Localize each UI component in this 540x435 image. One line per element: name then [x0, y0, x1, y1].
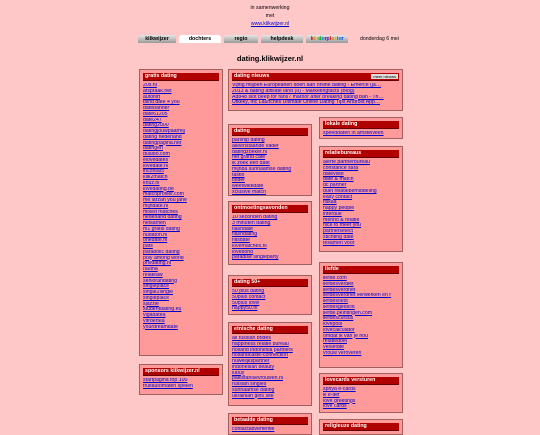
list-item[interactable]: pakistanisevrouwen.nl	[232, 376, 284, 382]
link-list	[232, 138, 308, 196]
list-item[interactable]: constance sara	[323, 165, 359, 171]
list-item[interactable]: 10 seconden dating	[232, 215, 278, 220]
box-header: lokale dating	[323, 121, 399, 129]
list-item[interactable]: 50plus lovel	[232, 300, 260, 306]
link-list	[323, 160, 399, 246]
list-item[interactable]: 50 plus dating	[232, 289, 265, 294]
list-item[interactable]: dualdo.com	[143, 152, 170, 157]
list-item[interactable]: netsamen	[143, 221, 166, 226]
list-item[interactable]: lovebond	[232, 249, 254, 255]
list-item[interactable]: love greetings	[323, 398, 356, 404]
list-item[interactable]: tesamen voor	[323, 240, 355, 246]
list-item[interactable]: liefde.com	[323, 276, 347, 281]
list-item[interactable]: nice to meet you	[323, 223, 362, 229]
list-item[interactable]: ukrainian girls site	[232, 393, 274, 399]
link-list	[323, 387, 399, 410]
list-item[interactable]: contactadvertentie	[232, 427, 275, 432]
list-item[interactable]: singleplace	[143, 284, 169, 290]
list-item[interactable]: yourdreamdate	[143, 324, 178, 330]
list-item[interactable]: mijnba surinaamse dating	[232, 166, 292, 172]
list-item[interactable]: lovedate.nl	[143, 163, 169, 169]
list-item[interactable]: lovematches.nl	[232, 243, 267, 249]
list-item[interactable]: dating nederland	[143, 134, 182, 140]
list-item[interactable]: matchprofiler.com	[143, 192, 184, 198]
news-title: dating nieuws	[234, 73, 270, 79]
list-item[interactable]: relateaw	[143, 272, 163, 278]
box-dating-50-plus	[228, 275, 312, 315]
list-item[interactable]: partnerselect	[323, 229, 353, 234]
list-item[interactable]: omdat ik van je hou	[323, 333, 368, 339]
list-item[interactable]: Vijftig miljoen Europeanen doen aan online dating - Emerce (ja…	[232, 83, 381, 88]
box-dating-nieuws	[228, 69, 403, 111]
link-list	[323, 276, 399, 357]
list-item[interactable]: liefdesverdriet	[323, 287, 356, 293]
list-item[interactable]: Utkeky, Inc Launches Ultimate Online Dating Tips Android App…	[232, 100, 381, 106]
list-item[interactable]: vitrdertea	[143, 318, 165, 324]
klikwijzer-link[interactable]: www.klikwijzer.nl	[250, 21, 290, 27]
list-item[interactable]: parship dating	[232, 138, 265, 143]
list-item[interactable]: lovedating.be	[143, 186, 174, 192]
list-item[interactable]: fruitautomaten spelen	[143, 383, 193, 389]
box-liefde	[319, 262, 403, 368]
tab-helpdesk[interactable]: helpdesk	[261, 35, 303, 43]
tab-kinderplezier-label: kinderplezier	[310, 36, 344, 42]
list-item[interactable]: love cards	[323, 404, 347, 410]
list-item[interactable]: liefde.peintingen.com	[323, 310, 373, 316]
list-item[interactable]: liefdesoest	[323, 299, 348, 304]
list-item[interactable]: datingjouwpaarmij	[143, 129, 185, 134]
box-dating	[228, 124, 312, 196]
partner-header	[0, 4, 540, 28]
list-item[interactable]: menno & relatie	[323, 217, 360, 223]
list-item[interactable]: incontact	[143, 169, 164, 175]
list-item[interactable]: datingen	[143, 146, 163, 152]
list-item[interactable]: autoflirt	[143, 94, 161, 100]
box-lokale-dating	[319, 117, 403, 139]
list-item[interactable]: klik2match	[143, 175, 168, 180]
list-item[interactable]: liefdesgedicht	[323, 304, 355, 310]
list-item[interactable]: happy50.nl	[232, 306, 258, 312]
list-item[interactable]: privdating.nl	[143, 261, 171, 267]
list-item[interactable]: all russian brides	[232, 336, 271, 341]
box-ontmoetingsavonden	[228, 201, 312, 265]
list-item[interactable]: dateviste	[323, 171, 344, 177]
header-line-2: met	[265, 13, 275, 19]
list-item[interactable]: startpagina top 100	[143, 378, 188, 383]
current-date: donderdag 6 mei	[360, 36, 399, 42]
list-item[interactable]: 20s.nl	[143, 83, 157, 88]
list-item[interactable]: huwelijkspartner	[232, 359, 270, 364]
list-item[interactable]: het grand cafe	[232, 155, 266, 161]
list-item[interactable]: me larzan you jane	[143, 198, 187, 203]
box-header: etnische dating	[232, 326, 308, 334]
list-item[interactable]: holland indonesia partners	[232, 347, 293, 353]
news-list	[232, 83, 399, 106]
list-item[interactable]: relatiedoel	[323, 339, 347, 345]
list-item[interactable]: datingpagina.net	[143, 140, 182, 146]
list-item[interactable]: surinaamse dating	[232, 387, 275, 393]
list-item[interactable]: flitsdate	[232, 238, 250, 243]
list-item[interactable]: sjazzle	[143, 301, 159, 307]
list-item[interactable]: elovedates	[143, 157, 169, 163]
box-etnische-dating	[228, 322, 312, 406]
box-header: gratis dating	[143, 73, 219, 81]
list-item[interactable]: indonesian beauty	[232, 364, 275, 370]
list-item[interactable]: m1 gratis dating	[143, 226, 180, 232]
list-item[interactable]: studentdating.eu	[143, 307, 182, 313]
list-item[interactable]: easy contact	[323, 194, 353, 200]
box-header: betaalde dating	[232, 417, 308, 425]
list-item[interactable]: verliefdte	[323, 345, 345, 350]
list-item[interactable]: stichting date	[323, 234, 354, 240]
list-item[interactable]: rautha	[143, 267, 158, 272]
list-item[interactable]: speeddaten in amstelveen	[323, 131, 384, 136]
list-item[interactable]: interdue	[323, 211, 342, 217]
box-religieuze-dating	[319, 419, 403, 435]
list-item[interactable]: weetwiekdate	[232, 184, 264, 189]
link-list	[143, 378, 219, 390]
list-item[interactable]: lovecalculator	[323, 327, 355, 333]
link-list	[232, 215, 308, 261]
list-item[interactable]: lovepool	[323, 322, 343, 327]
link-list	[232, 289, 308, 312]
box-header: ontmoetingsavonden	[232, 205, 308, 213]
list-item[interactable]: alerte partnerbureau	[323, 160, 371, 165]
list-item[interactable]: afspraak.net	[143, 88, 172, 94]
list-item[interactable]: parabolic dating	[143, 249, 180, 255]
box-gratis-dating	[139, 69, 223, 356]
list-item[interactable]: flashdating	[232, 232, 258, 238]
list-item[interactable]: alleenstaande vader	[232, 143, 279, 149]
list-item[interactable]: 3 minuten dating	[232, 220, 271, 226]
more-news-button[interactable]: meer nieuws	[373, 74, 396, 79]
box-header: sponsors klikwijzer.nl	[143, 368, 219, 376]
box-header: liefde	[323, 266, 399, 274]
list-item[interactable]: nederland dating	[143, 215, 182, 221]
list-item[interactable]: dating2000	[143, 123, 169, 129]
box-header: dating 50+	[232, 279, 308, 287]
tab-kinderplezier[interactable]	[306, 35, 348, 43]
list-item[interactable]: single2single	[143, 290, 173, 295]
link-list	[323, 131, 399, 137]
list-item[interactable]: duet relatiebemiddeling	[323, 188, 377, 194]
list-item[interactable]: russian singles	[232, 382, 267, 387]
tab-dochters[interactable]: dochters	[179, 35, 221, 43]
box-header: dating	[232, 128, 308, 136]
box-lovecards	[319, 373, 403, 413]
list-item[interactable]: ik zoek een date	[232, 161, 270, 166]
list-item[interactable]: happy people	[323, 206, 355, 211]
list-item[interactable]: seniorandating	[143, 278, 178, 284]
list-item[interactable]: 50plus contact	[232, 294, 266, 300]
box-header: religieuze dating	[323, 423, 399, 431]
list-item[interactable]: blind date 4 you	[143, 100, 180, 106]
list-item[interactable]: sphya e-cards	[323, 387, 356, 392]
list-item[interactable]: tastio	[232, 172, 245, 178]
list-item[interactable]: liefdesverdiet	[323, 281, 354, 287]
tab-klikwijzer[interactable]: klikwijzer	[138, 35, 176, 43]
list-item[interactable]: Ad848 slot beep for fans? marrior after breaking dating ban - Th…	[232, 94, 384, 100]
list-item[interactable]: onedate.nl	[143, 238, 168, 244]
list-item[interactable]: 2013 & dating affiliate land (II) - Marketingfacts (Blog)	[232, 88, 355, 94]
list-item[interactable]: knuz.nl	[143, 180, 160, 186]
list-item[interactable]: xclusive match	[232, 189, 267, 195]
list-item[interactable]: happiness relatie bureau	[232, 341, 289, 347]
list-item[interactable]: date & match	[323, 177, 354, 183]
list-item[interactable]: ili e-ltef	[323, 392, 340, 398]
list-item[interactable]: flashdate	[232, 226, 254, 232]
list-item[interactable]: nudaton.nl	[143, 232, 168, 238]
box-header: lovecards versturen	[323, 377, 399, 385]
list-item[interactable]: poly among world	[143, 255, 184, 261]
box-relatiebureaus	[319, 146, 403, 252]
list-item[interactable]: pats	[143, 244, 153, 249]
list-item[interactable]: dc partner	[323, 183, 347, 188]
link-list	[232, 336, 308, 399]
list-item[interactable]: lubuy	[232, 370, 245, 376]
list-item[interactable]: fiskaa	[323, 200, 337, 206]
link-list	[143, 83, 219, 330]
list-item[interactable]: hollandcaste-connection	[232, 353, 288, 359]
list-item[interactable]: singleplace	[143, 295, 169, 301]
list-item[interactable]: datebanner	[143, 106, 170, 111]
header-line-1: in samenwerking	[250, 5, 290, 11]
page-title: dating.klikwijzer.nl	[236, 54, 304, 63]
list-item[interactable]: liefdesverdriet verwerken en r	[323, 293, 392, 299]
list-item[interactable]: date61205	[143, 111, 168, 117]
box-sponsors	[139, 364, 223, 395]
list-item[interactable]: tinder	[232, 178, 245, 184]
list-item[interactable]: date247	[143, 117, 162, 123]
tab-regio[interactable]: regio	[224, 35, 258, 43]
list-item[interactable]: liefdescursus	[323, 316, 354, 322]
list-item[interactable]: paradise singleparty	[232, 255, 279, 261]
list-item[interactable]: mixed matches	[143, 209, 178, 215]
list-item[interactable]: vrouw veroveren	[323, 350, 362, 356]
box-header: relatiebureaus	[323, 150, 399, 158]
list-item[interactable]: vigadatea	[143, 313, 166, 318]
list-item[interactable]: mijndate.nl	[143, 203, 169, 209]
box-header	[232, 73, 399, 81]
list-item[interactable]: datingzoeker.nl	[232, 149, 267, 155]
